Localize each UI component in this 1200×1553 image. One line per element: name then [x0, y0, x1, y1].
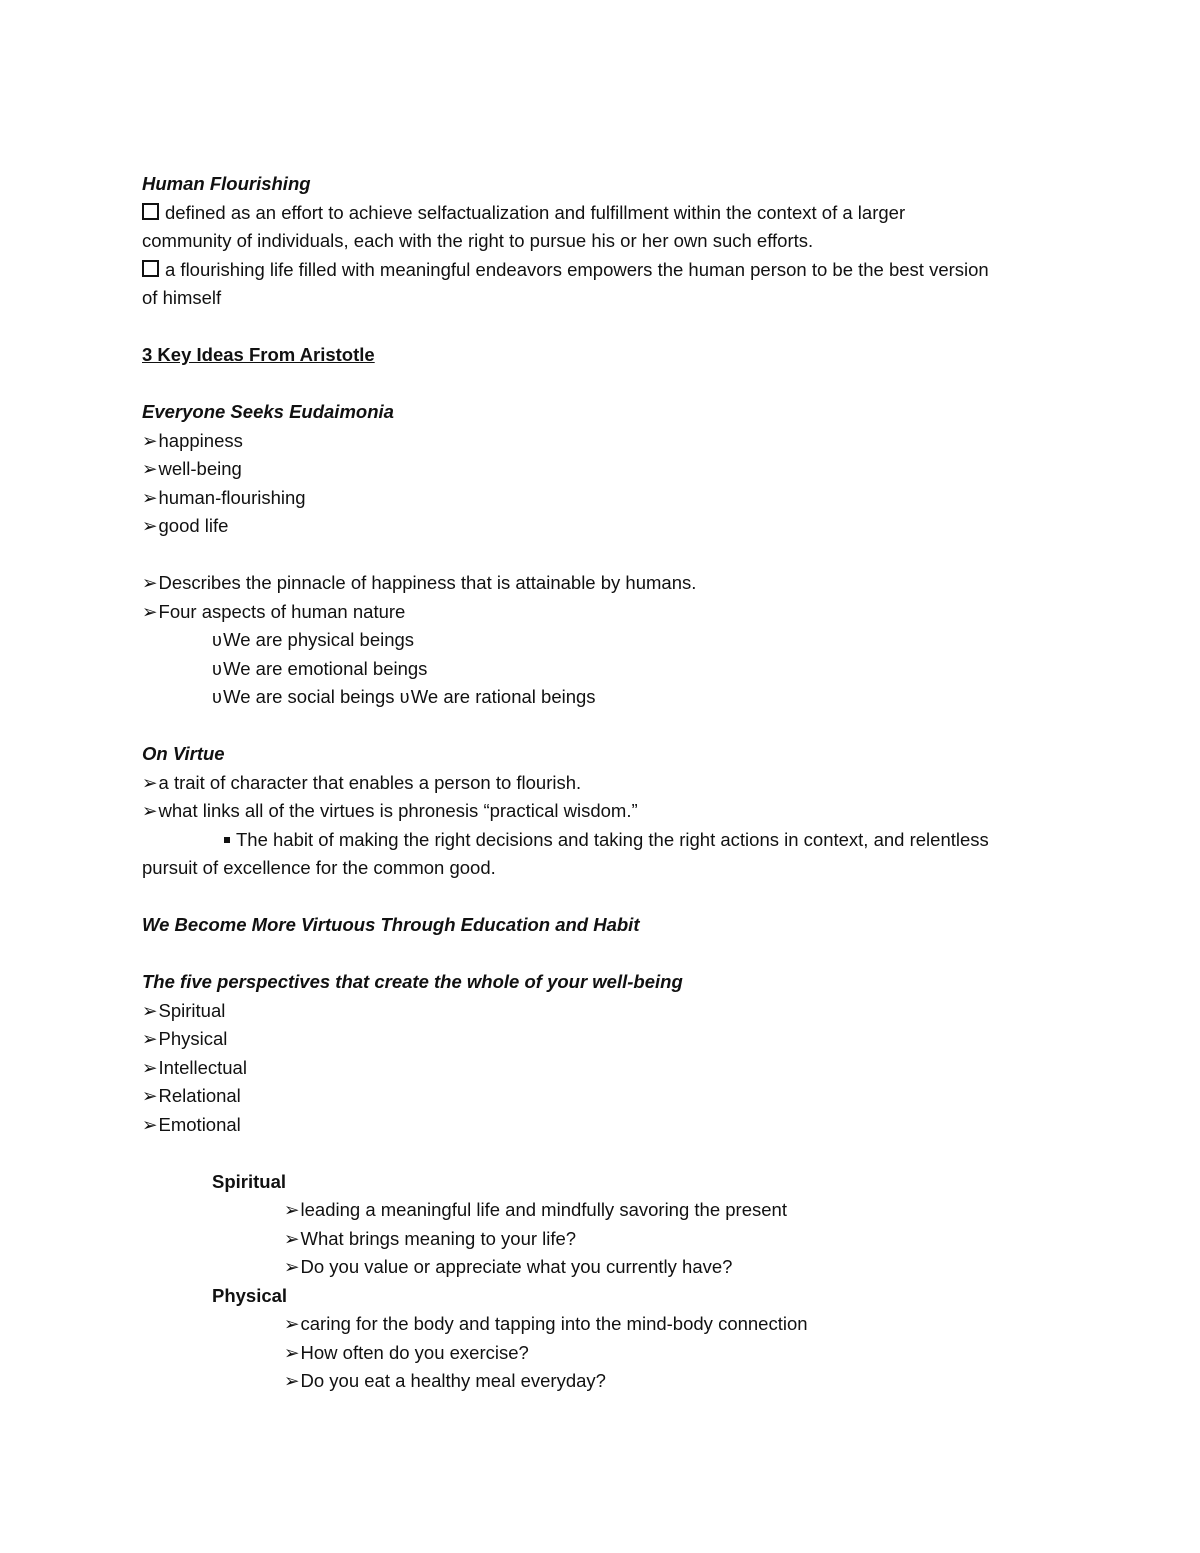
- list-item: ➢leading a meaningful life and mindfully savoring the present: [142, 1196, 1062, 1225]
- list-item: ➢a trait of character that enables a person to flourish.: [142, 769, 1062, 798]
- list-item: ➢How often do you exercise?: [142, 1339, 1062, 1368]
- list-item: ➢human-flourishing: [142, 484, 1062, 513]
- key-ideas-heading: 3 Key Ideas From Aristotle: [142, 344, 375, 365]
- list-item: ➢what links all of the virtues is phronesis “practical wisdom.”: [142, 797, 1062, 826]
- list-item: ʋWe are emotional beings: [142, 655, 1062, 684]
- list-item: ➢Emotional: [142, 1111, 1062, 1140]
- human-flourishing-bullet-2-cont: of himself: [142, 287, 222, 308]
- wingding-bullet-icon: ʋ: [212, 686, 223, 707]
- list-item: ➢good life: [142, 512, 1062, 541]
- list-item: ➢Describes the pinnacle of happiness that is attainable by humans.: [142, 569, 1062, 598]
- arrow-bullet-icon: ➢: [284, 1341, 300, 1363]
- document-page: [142, 170, 1062, 1396]
- spiritual-heading: Spiritual: [212, 1170, 287, 1192]
- arrow-bullet-icon: ➢: [142, 999, 158, 1021]
- list-item: ➢What brings meaning to your life?: [142, 1225, 1062, 1254]
- list-item: The habit of making the right decisions and taking the right actions in context, and relentless: [142, 826, 1062, 855]
- checkbox-icon: [142, 203, 159, 220]
- arrow-bullet-icon: ➢: [284, 1199, 300, 1220]
- list-item: ʋWe are social beings ʋWe are rational beings: [142, 683, 1062, 712]
- eudaimonia-heading: Everyone Seeks Eudaimonia: [142, 401, 394, 422]
- arrow-bullet-icon: ➢: [142, 458, 158, 479]
- arrow-bullet-icon: ➢: [142, 1113, 158, 1135]
- list-item: ʋWe are physical beings: [142, 626, 1062, 655]
- arrow-bullet-icon: ➢: [142, 600, 158, 622]
- human-flourishing-bullet-1-cont: community of individuals, each with the right to pursue his or her own such efforts.: [142, 230, 814, 251]
- arrow-bullet-icon: ➢: [142, 1028, 158, 1049]
- arrow-bullet-icon: ➢: [284, 1370, 300, 1391]
- list-item: ➢Physical: [142, 1025, 1062, 1054]
- human-flourishing-heading: Human Flourishing: [142, 173, 311, 194]
- list-item: ➢well-being: [142, 455, 1062, 484]
- arrow-bullet-icon: ➢: [142, 1085, 158, 1106]
- arrow-bullet-icon: ➢: [284, 1313, 300, 1334]
- square-bullet-icon: [224, 837, 230, 843]
- checkbox-icon: [142, 260, 159, 277]
- virtue-sub-cont: pursuit of excellence for the common good.: [142, 857, 496, 878]
- human-flourishing-bullet-2: [142, 256, 1062, 285]
- list-item: ➢Four aspects of human nature: [142, 598, 1062, 627]
- human-flourishing-bullet-1: [142, 199, 1062, 228]
- arrow-bullet-icon: ➢: [142, 515, 158, 536]
- arrow-bullet-icon: ➢: [142, 1056, 158, 1078]
- list-item: ➢happiness: [142, 427, 1062, 456]
- wingding-bullet-icon: ʋ: [212, 629, 223, 650]
- virtue-heading: On Virtue: [142, 743, 225, 764]
- arrow-bullet-icon: ➢: [142, 800, 158, 821]
- physical-heading: Physical: [212, 1284, 288, 1306]
- arrow-bullet-icon: ➢: [284, 1256, 300, 1277]
- education-heading: We Become More Virtuous Through Education and Habit: [142, 914, 640, 935]
- list-item: ➢caring for the body and tapping into the mind-body connection: [142, 1310, 1062, 1339]
- list-item: ➢Do you eat a healthy meal everyday?: [142, 1367, 1062, 1396]
- list-item: ➢Spiritual: [142, 997, 1062, 1026]
- wingding-bullet-icon: ʋ: [212, 657, 223, 679]
- arrow-bullet-icon: ➢: [284, 1227, 300, 1249]
- arrow-bullet-icon: ➢: [142, 771, 158, 793]
- arrow-bullet-icon: ➢: [142, 572, 158, 593]
- perspectives-heading: The five perspectives that create the whole of your well-being: [142, 971, 683, 992]
- arrow-bullet-icon: ➢: [142, 486, 158, 508]
- list-item: ➢Relational: [142, 1082, 1062, 1111]
- list-item: ➢Do you value or appreciate what you currently have?: [142, 1253, 1062, 1282]
- list-item: ➢Intellectual: [142, 1054, 1062, 1083]
- wingding-bullet-icon: ʋ: [399, 686, 410, 707]
- arrow-bullet-icon: ➢: [142, 429, 158, 451]
- human-flourishing-bullet-2-text: a flourishing life filled with meaningful endeavors empowers the human person to be the best version: [165, 258, 989, 280]
- human-flourishing-bullet-1-text: defined as an effort to achieve selfactualization and fulfillment within the context of a larger: [165, 201, 906, 223]
